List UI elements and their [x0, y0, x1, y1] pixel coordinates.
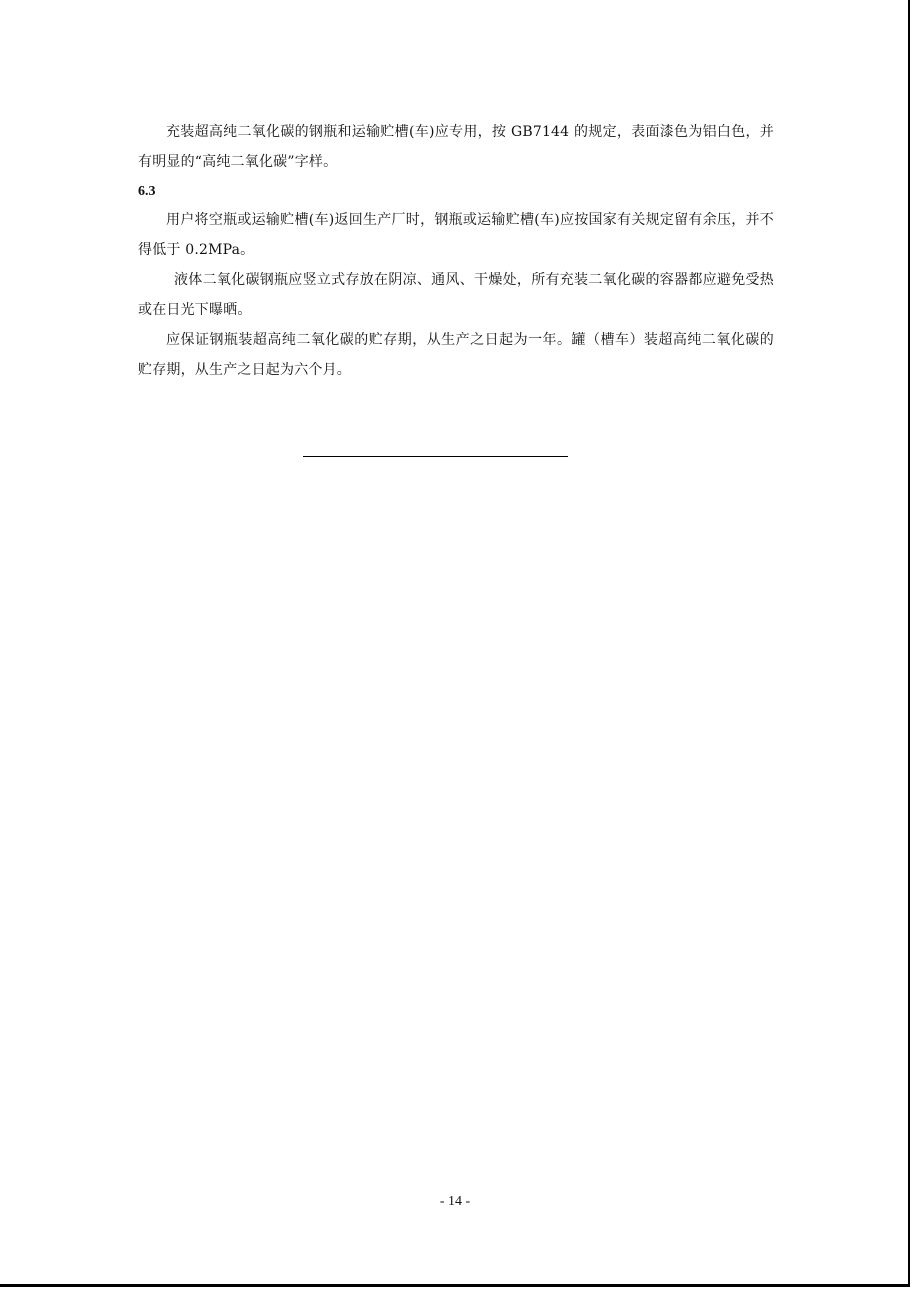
section-number: 6.3 — [138, 184, 156, 199]
paragraph-cylinder-filling: 充装超高纯二氧化碳的钢瓶和运输贮槽(车)应专用，按 GB7144 的规定，表面漆色为铝白色，并有明显的“高纯二氧化碳”字样。 — [138, 124, 774, 170]
document-body — [138, 117, 774, 385]
paragraph-storage-period: 应保证钢瓶装超高纯二氧化碳的贮存期，从生产之日起为一年。罐（槽车）装超高纯二氧化碳的贮存期，从生产之日起为六个月。 — [138, 332, 774, 378]
page-number: - 14 - — [439, 1194, 471, 1209]
paragraph-return-pressure: 用户将空瓶或运输贮槽(车)返回生产厂时，钢瓶或运输贮槽(车)应按国家有关规定留有余压，并不得低于 0.2MPa。 — [138, 212, 774, 258]
end-of-text-rule — [303, 456, 568, 457]
paragraph-storage-conditions: 液体二氧化碳钢瓶应竖立式存放在阴凉、通风、干燥处，所有充装二氧化碳的容器都应避免受热或在日光下曝晒。 — [138, 272, 774, 318]
